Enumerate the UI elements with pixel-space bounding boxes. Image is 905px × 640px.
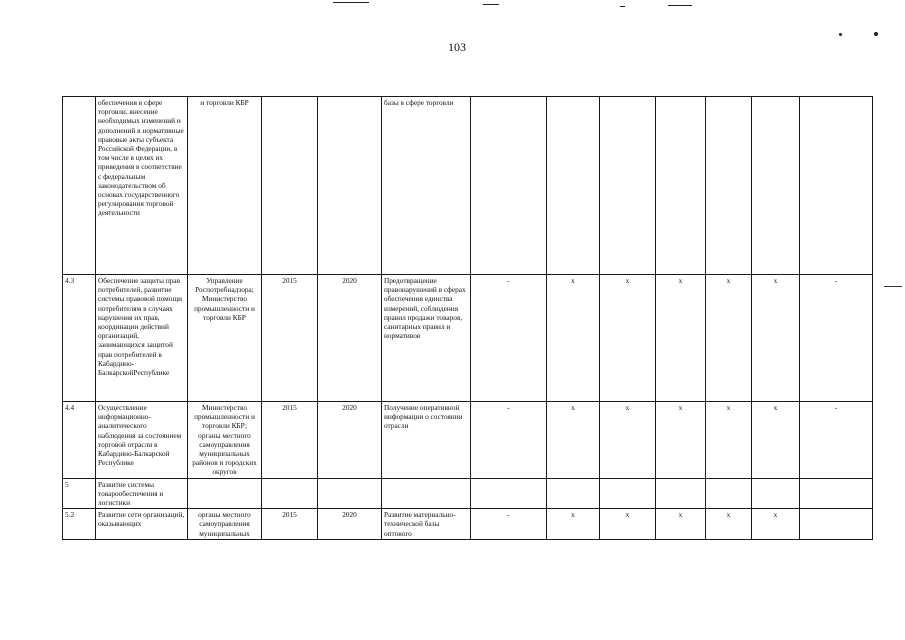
mark-cell: x xyxy=(706,509,752,540)
mark-cell xyxy=(600,478,656,509)
mark-cell: - xyxy=(800,402,873,479)
executor-cell: и торговли КБР xyxy=(188,97,262,275)
row-number: 4.3 xyxy=(63,275,96,402)
mark-cell: x xyxy=(656,275,706,402)
activity-cell: Развитие сети организаций, оказывающих xyxy=(96,509,188,540)
mark-cell xyxy=(752,97,800,275)
mark-cell xyxy=(800,97,873,275)
mark-cell: x xyxy=(706,275,752,402)
mark-cell: x xyxy=(547,402,600,479)
end-year-cell: 2020 xyxy=(318,275,382,402)
mark-cell: x xyxy=(752,275,800,402)
row-number xyxy=(63,97,96,275)
mark-cell xyxy=(471,97,547,275)
mark-cell xyxy=(600,97,656,275)
result-cell: Предотвращение правонарушений в сферах обеспечения единства измерений, соблюдения правил продажи товаров, санитарных правил и нормативов xyxy=(382,275,471,402)
mark-cell xyxy=(547,478,600,509)
executor-cell: Управление Роспотребнадзора; Министерство промышленности и торговли КБР xyxy=(188,275,262,402)
table-row xyxy=(63,402,873,479)
mark-cell: - xyxy=(800,275,873,402)
mark-cell: x xyxy=(600,275,656,402)
table-row xyxy=(63,478,873,509)
start-year-cell: 2015 xyxy=(262,509,318,540)
mark-cell xyxy=(471,478,547,509)
mark-cell xyxy=(706,478,752,509)
mark-cell: x xyxy=(656,509,706,540)
mark-cell xyxy=(800,478,873,509)
table-row xyxy=(63,509,873,540)
mark-cell: x xyxy=(547,275,600,402)
result-cell: Получение оперативной информации о состоянии отрасли xyxy=(382,402,471,479)
row-number: 4.4 xyxy=(63,402,96,479)
mark-cell xyxy=(706,97,752,275)
mark-cell: x xyxy=(600,509,656,540)
mark-cell xyxy=(656,97,706,275)
start-year-cell xyxy=(262,478,318,509)
mark-cell: x xyxy=(752,509,800,540)
activity-plan-table xyxy=(62,96,873,540)
scan-marks xyxy=(0,0,905,20)
executor-cell xyxy=(188,478,262,509)
table-row xyxy=(63,275,873,402)
mark-cell: x xyxy=(706,402,752,479)
mark-cell: - xyxy=(471,402,547,479)
activity-cell: Обеспечение защиты прав потребителей, развитие системы правовой помощи потребителям в случаях нарушения их прав, координации действий организаций, занимающихся защитой прав потребителей в Кабардино-БалкарскойРеспублике xyxy=(96,275,188,402)
mark-cell xyxy=(547,97,600,275)
result-cell xyxy=(382,478,471,509)
mark-cell: x xyxy=(656,402,706,479)
executor-cell: органы местного самоуправления муниципальных xyxy=(188,509,262,540)
end-year-cell xyxy=(318,97,382,275)
row-number: 5 xyxy=(63,478,96,509)
mark-cell: x xyxy=(547,509,600,540)
start-year-cell: 2015 xyxy=(262,275,318,402)
result-cell: Развитие материально-технической базы оптового xyxy=(382,509,471,540)
page-number: 103 xyxy=(448,40,466,54)
end-year-cell: 2020 xyxy=(318,402,382,479)
row-number: 5.2 xyxy=(63,509,96,540)
start-year-cell xyxy=(262,97,318,275)
result-cell: базы в сфере торговли xyxy=(382,97,471,275)
start-year-cell: 2015 xyxy=(262,402,318,479)
end-year-cell xyxy=(318,478,382,509)
end-year-cell: 2020 xyxy=(318,509,382,540)
mark-cell xyxy=(752,478,800,509)
activity-cell: Развитие системы товарообеспечения и логистики xyxy=(96,478,188,509)
mark-cell: - xyxy=(471,509,547,540)
executor-cell: Министерство промышленности и торговли КБР; органы местного самоуправления муниципальных районов и городских округов xyxy=(188,402,262,479)
activity-cell: обеспечения в сфере торговли, внесение необходимых изменений и дополнений в нормативные правовые акты субъекта Российской Федерации, в том числе в целях их приведения в соответствие с федеральным законодательством об основах государственного регулирования торговой деятельности xyxy=(96,97,188,275)
scan-mark xyxy=(884,286,902,287)
mark-cell xyxy=(656,478,706,509)
mark-cell: x xyxy=(752,402,800,479)
mark-cell: - xyxy=(471,275,547,402)
table-row xyxy=(63,97,873,275)
mark-cell: x xyxy=(600,402,656,479)
activity-cell: Осуществление информационно-аналитического наблюдения за состоянием торговой отрасли в Кабардино-Балкарской Республике xyxy=(96,402,188,479)
mark-cell xyxy=(800,509,873,540)
